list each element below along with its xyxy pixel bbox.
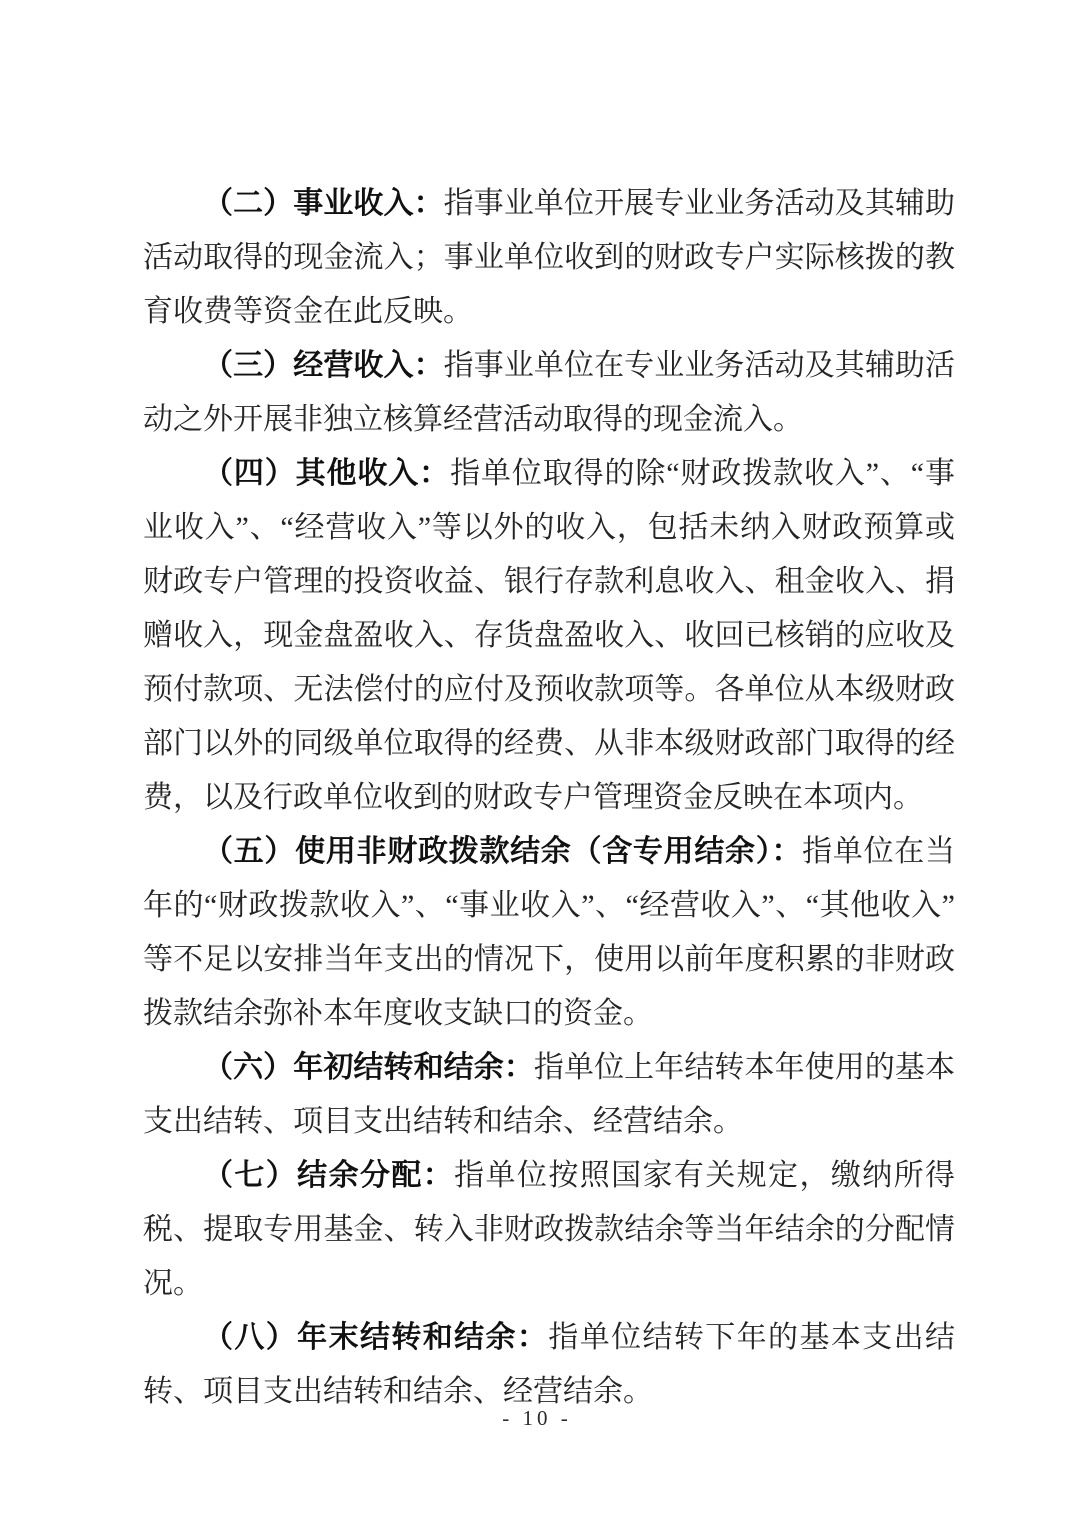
paragraph-heading: （六）年初结转和结余：: [203, 1051, 534, 1084]
paragraph-heading: （二）事业收入：: [203, 187, 444, 220]
paragraph-text: 指单位结转下年的基本支出结转、项目支出结转和结余、经营结余。: [143, 1321, 956, 1408]
paragraph-heading: （五）使用非财政拨款结余（含专用结余）：: [203, 835, 803, 868]
paragraph-text: 指事业单位开展专业业务活动及其辅助活动取得的现金流入；事业单位收到的财政专户实际核拨的教育收费等资金在此反映。: [143, 187, 956, 328]
paragraph-4-qita-shouru: [143, 447, 955, 825]
paragraph-7-jieyu-fenpei: [143, 1149, 955, 1311]
paragraph-text: 指单位在当年的“财政拨款收入”、“事业收入”、“经营收入”、“其他收入”等不足以安排当年支出的情况下，使用以前年度积累的非财政拨款结余弥补本年度收支缺口的资金。: [143, 835, 956, 1030]
paragraph-text: 指单位取得的除“财政拨款收入”、“事业收入”、“经营收入”等以外的收入，包括未纳入财政预算或财政专户管理的投资收益、银行存款利息收入、租金收入、捐赠收入，现金盘盈收入、存货盘盈收入、收回已核销的应收及预付款项、无法偿付的应付及预收款项等。各单位从本级财政部门以外的同级单位取得的经费、从非本级财政部门取得的经费，以及行政单位收到的财政专户管理资金反映在本项内。: [143, 457, 956, 814]
paragraph-heading: （八）年末结转和结余：: [203, 1321, 549, 1354]
page-number: - 10 -: [502, 1406, 572, 1430]
paragraph-text: 指事业单位在专业业务活动及其辅助活动之外开展非独立核算经营活动取得的现金流入。: [143, 349, 956, 436]
paragraph-heading: （三）经营收入：: [203, 349, 444, 382]
paragraph-text: 指单位上年结转本年使用的基本支出结转、项目支出结转和结余、经营结余。: [143, 1051, 956, 1138]
paragraph-6-nianchu-jiezhuan: [143, 1041, 955, 1149]
paragraph-3-jingying-shouru: [143, 339, 955, 447]
document-body: [143, 177, 955, 1419]
paragraph-text: 指单位按照国家有关规定，缴纳所得税、提取专用基金、转入非财政拨款结余等当年结余的分配情况。: [143, 1159, 956, 1300]
paragraph-heading: （四）其他收入：: [203, 457, 451, 490]
paragraph-heading: （七）结余分配：: [203, 1159, 455, 1192]
paragraph-5-feicaizheng-bokuan-jieyu: [143, 825, 955, 1041]
paragraph-2-shiye-shouru: [143, 177, 955, 339]
